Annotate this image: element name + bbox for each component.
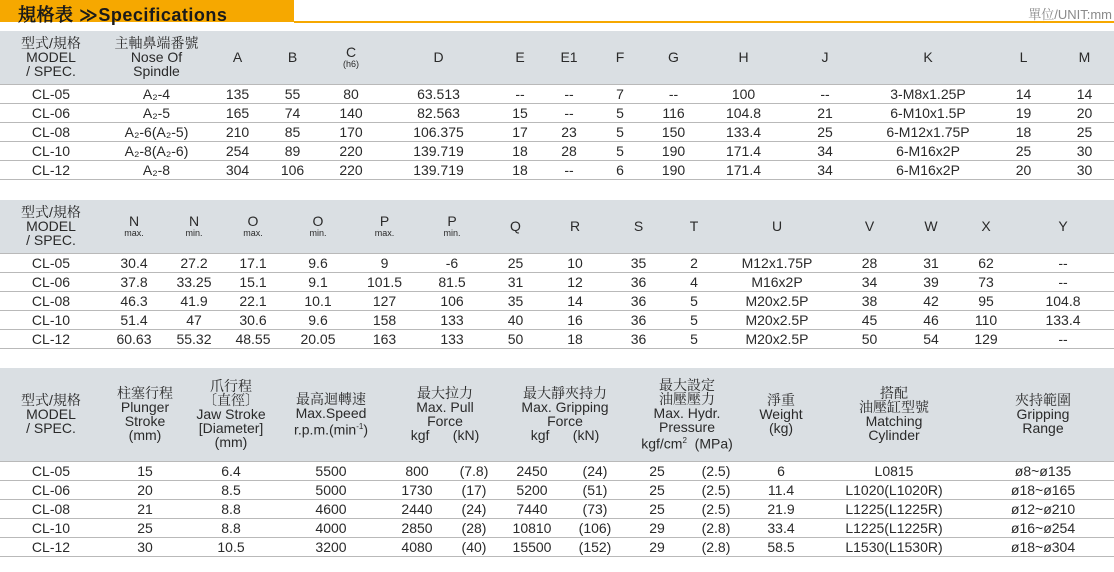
range-header: 夾持範圍 Gripping Range	[972, 368, 1114, 461]
table-cell: 35	[606, 253, 671, 272]
table-cell: 5500	[274, 461, 388, 480]
table-cell: 15	[496, 103, 544, 122]
table-cell: 15	[102, 461, 188, 480]
table-cell: 4600	[274, 499, 388, 518]
table-cell: 2440	[388, 499, 446, 518]
table-cell: 5	[594, 122, 646, 141]
table-cell: (2.8)	[686, 537, 746, 556]
table-cell: 30.4	[102, 253, 166, 272]
table-cell: 29	[628, 537, 686, 556]
table-cell: 190	[646, 160, 701, 179]
table-cell: 30.6	[222, 310, 284, 329]
table-cell: ø18~ø165	[972, 480, 1114, 499]
model-cell: CL-08	[0, 291, 102, 310]
col-header-l: L	[992, 31, 1055, 84]
table-cell: 133.4	[701, 122, 786, 141]
table-cell: 85	[264, 122, 321, 141]
table-cell: 36	[606, 272, 671, 291]
table-row	[0, 499, 1114, 518]
table-cell: 4000	[274, 518, 388, 537]
table-cell: --	[1012, 253, 1114, 272]
table-cell: 89	[264, 141, 321, 160]
title-bar	[0, 0, 1114, 24]
weight-header: 淨重 Weight (kg)	[746, 368, 816, 461]
table-cell: 15500	[502, 537, 562, 556]
col-header-k: K	[864, 31, 992, 84]
table-cell: ø18~ø304	[972, 537, 1114, 556]
table-cell: 82.563	[381, 103, 496, 122]
table-cell: 5000	[274, 480, 388, 499]
table-cell: 5	[671, 329, 717, 348]
table-cell: 10	[544, 253, 606, 272]
table-cell: 800	[388, 461, 446, 480]
table-cell: --	[786, 84, 864, 103]
table-cell: ø8~ø135	[972, 461, 1114, 480]
table-cell: 135	[211, 84, 264, 103]
table-row	[0, 84, 1114, 103]
table-row	[0, 122, 1114, 141]
table-cell: 9	[352, 253, 417, 272]
table-cell: 8.5	[188, 480, 274, 499]
table-cell: 18	[496, 160, 544, 179]
col-header-p-max: P max.	[352, 200, 417, 253]
table-cell: 163	[352, 329, 417, 348]
table-cell: M20x2.5P	[717, 310, 837, 329]
table-cell: 104.8	[1012, 291, 1114, 310]
table-cell: 31	[902, 253, 960, 272]
table-row	[0, 160, 1114, 179]
table-row	[0, 310, 1114, 329]
table-cell: 21	[786, 103, 864, 122]
table-cell: 45	[837, 310, 902, 329]
table-cell: 6-M12x1.75P	[864, 122, 992, 141]
table-cell: 23	[544, 122, 594, 141]
title-rule	[294, 21, 1114, 23]
table-cell: 62	[960, 253, 1012, 272]
table-cell: M12x1.75P	[717, 253, 837, 272]
model-cell: CL-10	[0, 141, 102, 160]
table-cell: 6	[594, 160, 646, 179]
grip-header: 最大靜夾持力 Max. Gripping Force kgf (kN)	[502, 368, 628, 461]
col-header-q: Q	[487, 200, 544, 253]
model-cell: CL-08	[0, 499, 102, 518]
table-row	[0, 480, 1114, 499]
table-cell: 158	[352, 310, 417, 329]
table-cell: --	[1012, 329, 1114, 348]
col-header-o-min: O min.	[284, 200, 352, 253]
table-cell: A₂-4	[102, 84, 211, 103]
table-cell: 5	[671, 291, 717, 310]
table-cell: 36	[606, 310, 671, 329]
table-cell: 139.719	[381, 160, 496, 179]
table-cell: 5	[594, 141, 646, 160]
table-cell: 14	[544, 291, 606, 310]
table-cell: -6	[417, 253, 487, 272]
pressure-header: 最大設定 油壓壓力 Max. Hydr. Pressure kgf/$cm^2$ (MPa)	[628, 368, 746, 461]
col-header-a: A	[211, 31, 264, 84]
table-cell: (73)	[562, 499, 628, 518]
col-header-r: R	[544, 200, 606, 253]
model-cell: CL-05	[0, 461, 102, 480]
col-header-y: Y	[1012, 200, 1114, 253]
table-cell: L1225(L1225R)	[816, 518, 972, 537]
table-row	[0, 518, 1114, 537]
table-cell: 5	[671, 310, 717, 329]
table-cell: 63.513	[381, 84, 496, 103]
table-cell: 19	[992, 103, 1055, 122]
table-cell: M16x2P	[717, 272, 837, 291]
table-row	[0, 461, 1114, 480]
table-cell: 22.1	[222, 291, 284, 310]
table-cell: 20.05	[284, 329, 352, 348]
table-cell: 133.4	[1012, 310, 1114, 329]
model-cell: CL-06	[0, 272, 102, 291]
table-cell: 74	[264, 103, 321, 122]
table-cell: 30	[1055, 160, 1114, 179]
table-cell: --	[544, 160, 594, 179]
table-cell: 9.6	[284, 310, 352, 329]
table-cell: L1225(L1225R)	[816, 499, 972, 518]
table-cell: 220	[321, 160, 381, 179]
table-cell: 6.4	[188, 461, 274, 480]
table-cell: 106.375	[381, 122, 496, 141]
table-cell: 39	[902, 272, 960, 291]
table-row	[0, 141, 1114, 160]
table-cell: A₂-8(A₂-6)	[102, 141, 211, 160]
table-cell: 101.5	[352, 272, 417, 291]
table-cell: 10810	[502, 518, 562, 537]
table-cell: 8.8	[188, 518, 274, 537]
table-cell: A₂-8	[102, 160, 211, 179]
table-cell: 25	[628, 480, 686, 499]
table-cell: 33.4	[746, 518, 816, 537]
table-cell: 165	[211, 103, 264, 122]
table-row	[0, 329, 1114, 348]
col-header-g: G	[646, 31, 701, 84]
table-cell: 60.63	[102, 329, 166, 348]
table-cell: 9.6	[284, 253, 352, 272]
table-cell: 6-M16x2P	[864, 141, 992, 160]
table-row	[0, 103, 1114, 122]
table-cell: 17	[496, 122, 544, 141]
table-cell: 35	[487, 291, 544, 310]
table-cell: (28)	[446, 518, 502, 537]
table-cell: 33.25	[166, 272, 222, 291]
table-cell: 40	[487, 310, 544, 329]
table-cell: 25	[786, 122, 864, 141]
table-cell: 51.4	[102, 310, 166, 329]
table-cell: 133	[417, 310, 487, 329]
table-cell: 220	[321, 141, 381, 160]
table-cell: 11.4	[746, 480, 816, 499]
model-cell: CL-12	[0, 537, 102, 556]
table-cell: --	[544, 103, 594, 122]
table-cell: (51)	[562, 480, 628, 499]
table-cell: 8.8	[188, 499, 274, 518]
table-cell: 9.1	[284, 272, 352, 291]
model-cell: CL-06	[0, 103, 102, 122]
unit-label: 單位/UNIT:mm	[1028, 7, 1112, 22]
table-cell: 81.5	[417, 272, 487, 291]
col-header-e: E	[496, 31, 544, 84]
col-header-d: D	[381, 31, 496, 84]
table-cell: 6-M16x2P	[864, 160, 992, 179]
table-cell: --	[544, 84, 594, 103]
nose-header: 主軸鼻端番號 Nose Of Spindle	[102, 31, 211, 84]
col-header-m: M	[1055, 31, 1114, 84]
table-cell: 18	[992, 122, 1055, 141]
model-header: 型式/規格 MODEL / SPEC.	[0, 200, 102, 253]
model-cell: CL-10	[0, 518, 102, 537]
table-cell: 110	[960, 310, 1012, 329]
col-header-j: J	[786, 31, 864, 84]
table-cell: A₂-5	[102, 103, 211, 122]
table-cell: 16	[544, 310, 606, 329]
table-cell: 140	[321, 103, 381, 122]
table-cell: 80	[321, 84, 381, 103]
model-header: 型式/規格 MODEL / SPEC.	[0, 31, 102, 84]
table-cell: 36	[606, 291, 671, 310]
speed-header: 最高迴轉速 Max.Speed $r.p.m.(\min^{-1})$	[274, 368, 388, 461]
table-cell: 129	[960, 329, 1012, 348]
table-cell: 30	[1055, 141, 1114, 160]
col-header-e1: E1	[544, 31, 594, 84]
table-cell: 37.8	[102, 272, 166, 291]
table-row	[0, 272, 1114, 291]
col-header-w: W	[902, 200, 960, 253]
spec-table-2	[0, 200, 1114, 349]
table-cell: 25	[628, 461, 686, 480]
model-cell: CL-05	[0, 84, 102, 103]
table-cell: 4	[671, 272, 717, 291]
col-header-s: S	[606, 200, 671, 253]
table-cell: 58.5	[746, 537, 816, 556]
table-cell: (152)	[562, 537, 628, 556]
col-header-v: V	[837, 200, 902, 253]
table-cell: 15.1	[222, 272, 284, 291]
table-cell: 27.2	[166, 253, 222, 272]
table-cell: 5	[594, 103, 646, 122]
table-header-row	[0, 200, 1114, 253]
model-cell: CL-12	[0, 329, 102, 348]
table-cell: 25	[102, 518, 188, 537]
table-cell: ø12~ø210	[972, 499, 1114, 518]
table-cell: 116	[646, 103, 701, 122]
col-header-f: F	[594, 31, 646, 84]
table-cell: 2850	[388, 518, 446, 537]
model-header: 型式/規格 MODEL / SPEC.	[0, 368, 102, 461]
col-header-n-max: N max.	[102, 200, 166, 253]
table-cell: --	[496, 84, 544, 103]
table-cell: 139.719	[381, 141, 496, 160]
table-cell: 47	[166, 310, 222, 329]
table-cell: 55.32	[166, 329, 222, 348]
table-cell: 28	[544, 141, 594, 160]
col-header-u: U	[717, 200, 837, 253]
table-cell: M20x2.5P	[717, 291, 837, 310]
table-cell: 31	[487, 272, 544, 291]
col-header-o-max: O max.	[222, 200, 284, 253]
table-cell: 5200	[502, 480, 562, 499]
model-cell: CL-08	[0, 122, 102, 141]
table-cell: A₂-6(A₂-5)	[102, 122, 211, 141]
table-cell: (106)	[562, 518, 628, 537]
table-cell: 304	[211, 160, 264, 179]
table-cell: 25	[487, 253, 544, 272]
table-cell: 100	[701, 84, 786, 103]
table-cell: 20	[992, 160, 1055, 179]
table-cell: (2.5)	[686, 461, 746, 480]
table-cell: 170	[321, 122, 381, 141]
table-cell: 12	[544, 272, 606, 291]
cylinder-header: 搭配 油壓缸型號 Matching Cylinder	[816, 368, 972, 461]
table-cell: 48.55	[222, 329, 284, 348]
table-cell: 50	[837, 329, 902, 348]
table-cell: 95	[960, 291, 1012, 310]
table-cell: 2	[671, 253, 717, 272]
table-cell: 46	[902, 310, 960, 329]
table-cell: 55	[264, 84, 321, 103]
col-header-n-min: N min.	[166, 200, 222, 253]
title-tab	[0, 0, 294, 25]
spec-table-1	[0, 31, 1114, 180]
table-cell: 10.5	[188, 537, 274, 556]
table-cell: (40)	[446, 537, 502, 556]
table-cell: 150	[646, 122, 701, 141]
table-cell: ø16~ø254	[972, 518, 1114, 537]
table-cell: 3-M8x1.25P	[864, 84, 992, 103]
model-cell: CL-06	[0, 480, 102, 499]
table-cell: 3200	[274, 537, 388, 556]
col-header-h: H	[701, 31, 786, 84]
table-cell: (2.8)	[686, 518, 746, 537]
table-cell: 17.1	[222, 253, 284, 272]
col-header-c: C (h6)	[321, 31, 381, 84]
jaw-header: 爪行程 〔直徑〕 Jaw Stroke [Diameter] (mm)	[188, 368, 274, 461]
table-cell: 127	[352, 291, 417, 310]
table-row	[0, 291, 1114, 310]
table-cell: 6	[746, 461, 816, 480]
table-cell: 10.1	[284, 291, 352, 310]
table-cell: 104.8	[701, 103, 786, 122]
table-cell: 28	[837, 253, 902, 272]
table-cell: 18	[544, 329, 606, 348]
table-cell: (17)	[446, 480, 502, 499]
table-cell: 46.3	[102, 291, 166, 310]
table-cell: 14	[992, 84, 1055, 103]
table-cell: (7.8)	[446, 461, 502, 480]
col-header-p-min: P min.	[417, 200, 487, 253]
table-cell: 54	[902, 329, 960, 348]
table-cell: (2.5)	[686, 480, 746, 499]
table-cell: 20	[102, 480, 188, 499]
table-cell: 20	[1055, 103, 1114, 122]
table-cell: --	[1012, 272, 1114, 291]
table-cell: 14	[1055, 84, 1114, 103]
table-cell: 171.4	[701, 160, 786, 179]
table-cell: 18	[496, 141, 544, 160]
table-cell: 2450	[502, 461, 562, 480]
table-cell: 190	[646, 141, 701, 160]
table-cell: 38	[837, 291, 902, 310]
pull-header: 最大拉力 Max. Pull Force kgf (kN)	[388, 368, 502, 461]
table-cell: L1530(L1530R)	[816, 537, 972, 556]
table-cell: --	[646, 84, 701, 103]
table-cell: 106	[417, 291, 487, 310]
table-cell: 73	[960, 272, 1012, 291]
table-cell: L0815	[816, 461, 972, 480]
table-cell: 7	[594, 84, 646, 103]
table-cell: 6-M10x1.5P	[864, 103, 992, 122]
table-cell: 34	[786, 160, 864, 179]
table-cell: 36	[606, 329, 671, 348]
table-cell: 25	[628, 499, 686, 518]
table-cell: 30	[102, 537, 188, 556]
table-cell: 34	[837, 272, 902, 291]
table-cell: (24)	[562, 461, 628, 480]
table-cell: 21.9	[746, 499, 816, 518]
model-cell: CL-12	[0, 160, 102, 179]
page-title: 規格表 ≫Specifications	[18, 5, 228, 25]
table-cell: 41.9	[166, 291, 222, 310]
table-cell: (2.5)	[686, 499, 746, 518]
table-cell: 25	[1055, 122, 1114, 141]
table-cell: 34	[786, 141, 864, 160]
table-cell: 171.4	[701, 141, 786, 160]
table-cell: 42	[902, 291, 960, 310]
table-cell: 29	[628, 518, 686, 537]
table-cell: L1020(L1020R)	[816, 480, 972, 499]
spec-table-3	[0, 368, 1114, 557]
table-cell: 254	[211, 141, 264, 160]
col-header-x: X	[960, 200, 1012, 253]
table-cell: 1730	[388, 480, 446, 499]
col-header-b: B	[264, 31, 321, 84]
table-cell: 50	[487, 329, 544, 348]
table-header-row	[0, 368, 1114, 461]
plunger-header: 柱塞行程 Plunger Stroke (mm)	[102, 368, 188, 461]
table-cell: (24)	[446, 499, 502, 518]
table-row	[0, 253, 1114, 272]
table-cell: M20x2.5P	[717, 329, 837, 348]
col-header-t: T	[671, 200, 717, 253]
table-row	[0, 537, 1114, 556]
model-cell: CL-10	[0, 310, 102, 329]
table-cell: 25	[992, 141, 1055, 160]
table-cell: 7440	[502, 499, 562, 518]
table-cell: 4080	[388, 537, 446, 556]
table-cell: 210	[211, 122, 264, 141]
table-cell: 106	[264, 160, 321, 179]
table-header-row	[0, 31, 1114, 84]
model-cell: CL-05	[0, 253, 102, 272]
table-cell: 21	[102, 499, 188, 518]
table-cell: 133	[417, 329, 487, 348]
